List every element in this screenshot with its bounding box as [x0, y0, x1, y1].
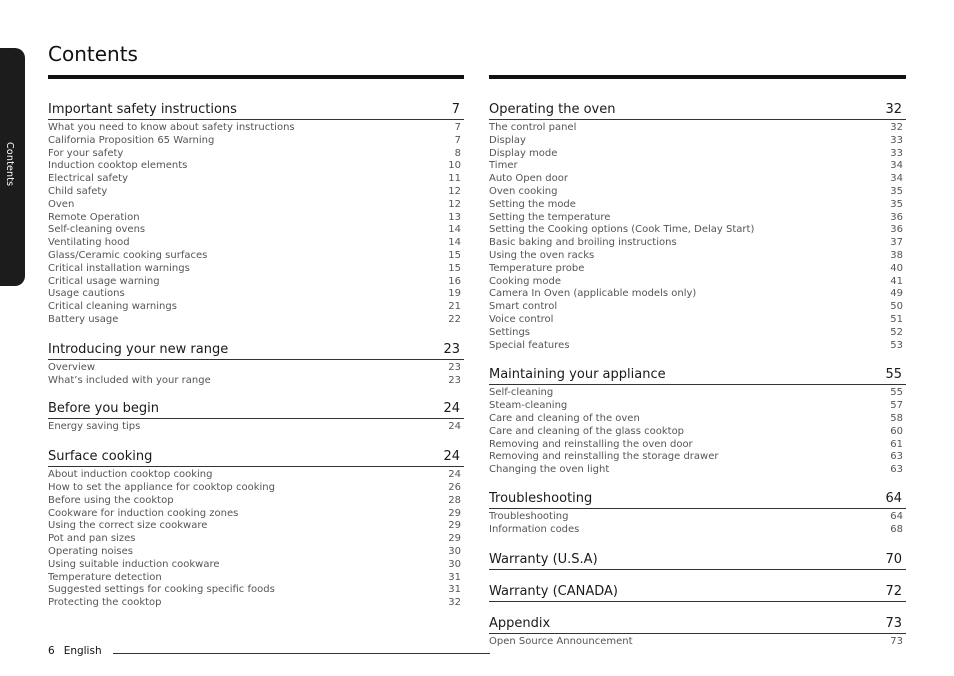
toc-section-heading[interactable] — [48, 97, 464, 120]
toc-entry-label: Battery usage — [48, 313, 119, 325]
toc-entry-label: Before using the cooktop — [48, 494, 174, 506]
toc-entry-label: Cookware for induction cooking zones — [48, 507, 239, 519]
section-title: Before you begin — [48, 401, 160, 417]
toc-entry-page: 14 — [448, 237, 461, 249]
toc-entry-label: Oven cooking — [489, 185, 558, 197]
toc-item-list — [48, 469, 464, 610]
toc-entry[interactable] — [48, 597, 464, 610]
toc-section — [489, 547, 906, 570]
toc-entry-page: 52 — [890, 326, 903, 338]
section-title: Introducing your new range — [48, 341, 229, 357]
toc-entry[interactable] — [489, 340, 906, 353]
toc-entry-page: 63 — [890, 451, 903, 463]
toc-entry-label: Setting the Cooking options (Cook Time, Delay Start) — [489, 224, 755, 236]
toc-entry-page: 57 — [890, 400, 903, 412]
toc-entry-page: 31 — [448, 571, 461, 583]
toc-entry[interactable] — [489, 122, 906, 135]
toc-entry-label: Critical usage warning — [48, 275, 160, 287]
toc-entry-label: Electrical safety — [48, 173, 128, 185]
toc-entry[interactable] — [48, 469, 464, 482]
toc-entry-label: The control panel — [489, 122, 577, 133]
toc-entry-page: 29 — [448, 507, 461, 519]
toc-entry[interactable] — [489, 263, 906, 276]
toc-entry-label: Temperature probe — [489, 262, 585, 274]
toc-section — [48, 337, 464, 388]
toc-entry[interactable] — [489, 276, 906, 289]
section-title: Troubleshooting — [489, 490, 593, 506]
toc-entry-page: 24 — [448, 469, 461, 481]
toc-entry-page: 12 — [448, 185, 461, 197]
toc-entry-page: 32 — [890, 122, 903, 133]
toc-entry-label: Suggested settings for cooking specific foods — [48, 584, 275, 596]
toc-entry[interactable] — [489, 636, 906, 649]
toc-entry-page: 14 — [448, 224, 461, 236]
toc-entry-label: Glass/Ceramic cooking surfaces — [48, 249, 208, 261]
toc-entry-page: 29 — [448, 533, 461, 545]
toc-entry-page: 23 — [448, 361, 461, 373]
section-page: 7 — [451, 102, 460, 117]
toc-entry[interactable] — [48, 263, 464, 276]
toc-entry-page: 61 — [890, 438, 903, 450]
toc-section — [489, 97, 906, 352]
toc-entry-page: 60 — [890, 425, 903, 437]
toc-section — [489, 362, 906, 477]
toc-entry-label: About induction cooktop cooking — [48, 469, 213, 481]
section-page: 72 — [885, 583, 902, 599]
toc-entry-label: Settings — [489, 326, 531, 338]
toc-entry[interactable] — [489, 135, 906, 148]
toc-entry-label: Induction cooktop elements — [48, 160, 188, 172]
toc-entry-label: Using the oven racks — [489, 249, 595, 261]
section-page: 64 — [885, 490, 902, 506]
toc-entry[interactable] — [489, 148, 906, 161]
toc-entry[interactable] — [489, 327, 906, 340]
toc-entry-label: Using suitable induction cookware — [48, 558, 220, 570]
toc-entry-page: 7 — [454, 134, 461, 146]
toc-entry-page: 13 — [448, 211, 461, 223]
section-title: Operating the oven — [489, 102, 616, 117]
toc-entry-page: 33 — [890, 134, 903, 146]
footer-language: English — [63, 645, 102, 657]
toc-entry-label: Information codes — [489, 523, 580, 535]
section-page: 24 — [443, 401, 460, 417]
toc-entry[interactable] — [48, 250, 464, 263]
toc-entry-page: 10 — [448, 160, 461, 172]
toc-entry-page: 51 — [890, 313, 903, 325]
toc-entry-label: Care and cleaning of the oven — [489, 412, 640, 424]
section-page: 24 — [443, 449, 460, 465]
toc-entry[interactable] — [489, 439, 906, 452]
toc-entry-page: 68 — [890, 523, 903, 535]
toc-entry[interactable] — [48, 186, 464, 199]
toc-item-list — [48, 421, 464, 434]
toc-section — [48, 396, 464, 434]
toc-section — [489, 486, 906, 537]
toc-entry-page: 37 — [890, 237, 903, 249]
toc-entry-page: 73 — [890, 635, 903, 647]
toc-entry-label: Using the correct size cookware — [48, 520, 208, 532]
toc-entry-label: Basic baking and broiling instructions — [489, 237, 677, 249]
toc-entry-label: Remote Operation — [48, 211, 140, 223]
toc-entry[interactable] — [48, 301, 464, 314]
toc-entry[interactable] — [489, 212, 906, 225]
toc-entry[interactable] — [48, 508, 464, 521]
toc-entry[interactable] — [489, 524, 906, 537]
toc-entry-page: 49 — [890, 288, 903, 300]
toc-item-list — [48, 362, 464, 388]
toc-entry[interactable] — [48, 314, 464, 327]
toc-entry-label: Oven — [48, 198, 75, 210]
toc-entry-page: 21 — [448, 301, 461, 313]
page-title: Contents — [48, 42, 138, 66]
section-page: 70 — [885, 551, 902, 567]
toc-entry-page: 33 — [890, 147, 903, 159]
toc-entry-page: 23 — [448, 374, 461, 386]
toc-entry-label: Troubleshooting — [489, 510, 569, 522]
toc-entry-page: 58 — [890, 412, 903, 424]
toc-entry[interactable] — [48, 173, 464, 186]
toc-entry[interactable] — [48, 362, 464, 375]
toc-entry-page: 53 — [890, 339, 903, 351]
toc-entry[interactable] — [489, 186, 906, 199]
toc-right-column — [489, 75, 906, 648]
toc-entry[interactable] — [48, 559, 464, 572]
toc-entry-label: Voice control — [489, 313, 554, 325]
side-tab-label: Contents — [4, 142, 15, 187]
toc-entry-label: Open Source Announcement — [489, 635, 633, 647]
toc-entry[interactable] — [48, 160, 464, 173]
toc-entry[interactable] — [489, 250, 906, 263]
toc-entry[interactable] — [489, 160, 906, 173]
toc-entry[interactable] — [489, 224, 906, 237]
toc-entry-page: 19 — [448, 288, 461, 300]
toc-entry-label: Energy saving tips — [48, 421, 141, 433]
toc-entry[interactable] — [489, 451, 906, 464]
section-title: Appendix — [489, 615, 551, 631]
toc-section-heading[interactable] — [489, 547, 906, 570]
toc-entry-page: 30 — [448, 558, 461, 570]
toc-section — [489, 579, 906, 602]
toc-entry-label: California Proposition 65 Warning — [48, 134, 215, 146]
toc-left-column — [48, 75, 464, 610]
toc-entry[interactable] — [48, 584, 464, 597]
toc-entry[interactable] — [489, 426, 906, 439]
toc-entry-label: Critical installation warnings — [48, 262, 190, 274]
toc-entry[interactable] — [48, 224, 464, 237]
toc-entry-page: 38 — [890, 249, 903, 261]
section-title: Warranty (U.S.A) — [489, 551, 598, 567]
toc-entry-label: Removing and reinstalling the storage drawer — [489, 451, 719, 463]
toc-entry-page: 26 — [448, 481, 461, 493]
toc-section-heading[interactable] — [489, 362, 906, 385]
toc-entry-page: 35 — [890, 198, 903, 210]
section-title: Important safety instructions — [48, 102, 237, 117]
toc-section-heading[interactable] — [48, 337, 464, 360]
toc-entry-page: 28 — [448, 494, 461, 506]
toc-entry-page: 41 — [890, 275, 903, 287]
toc-section-heading[interactable] — [489, 486, 906, 509]
footer-rule — [113, 653, 490, 654]
toc-entry-label: Setting the mode — [489, 198, 576, 210]
toc-entry[interactable] — [489, 387, 906, 400]
toc-section-heading[interactable] — [48, 444, 464, 467]
toc-item-list — [489, 387, 906, 477]
toc-entry[interactable] — [48, 572, 464, 585]
toc-entry-page: 16 — [448, 275, 461, 287]
toc-entry[interactable] — [48, 135, 464, 148]
toc-entry-label: What you need to know about safety instructions — [48, 122, 295, 133]
toc-entry[interactable] — [489, 314, 906, 327]
toc-entry[interactable] — [48, 546, 464, 559]
toc-entry[interactable] — [48, 148, 464, 161]
toc-entry-label: What’s included with your range — [48, 374, 211, 386]
section-page: 32 — [885, 102, 902, 117]
toc-entry-label: Cooking mode — [489, 275, 562, 287]
toc-entry-label: Steam-cleaning — [489, 400, 568, 412]
toc-entry[interactable] — [489, 199, 906, 212]
toc-entry[interactable] — [48, 495, 464, 508]
toc-entry-page: 7 — [454, 122, 461, 133]
toc-entry-label: Temperature detection — [48, 571, 162, 583]
toc-entry-page: 11 — [448, 173, 461, 185]
section-title: Maintaining your appliance — [489, 367, 666, 383]
toc-entry-label: Critical cleaning warnings — [48, 301, 177, 313]
toc-entry[interactable] — [48, 122, 464, 135]
toc-entry-label: For your safety — [48, 147, 124, 159]
toc-entry[interactable] — [489, 511, 906, 524]
toc-entry-page: 36 — [890, 224, 903, 236]
side-tab — [0, 48, 25, 286]
toc-item-list — [489, 122, 906, 352]
toc-entry-label: How to set the appliance for cooktop cooking — [48, 481, 275, 493]
toc-entry-label: Protecting the cooktop — [48, 597, 162, 609]
toc-entry-label: Overview — [48, 361, 96, 373]
toc-entry-label: Ventilating hood — [48, 237, 130, 249]
toc-entry[interactable] — [48, 199, 464, 212]
toc-entry-page: 55 — [890, 387, 903, 399]
toc-entry-label: Display mode — [489, 147, 558, 159]
toc-entry[interactable] — [489, 173, 906, 186]
toc-entry[interactable] — [48, 276, 464, 289]
toc-entry-label: Usage cautions — [48, 288, 125, 300]
toc-entry-page: 32 — [448, 597, 461, 609]
toc-entry[interactable] — [48, 375, 464, 388]
section-page: 23 — [443, 341, 460, 357]
toc-entry-page: 22 — [448, 313, 461, 325]
toc-entry-label: Timer — [489, 160, 518, 172]
footer — [48, 645, 102, 657]
toc-entry-label: Pot and pan sizes — [48, 533, 136, 545]
toc-entry-page: 35 — [890, 185, 903, 197]
toc-entry-label: Display — [489, 134, 526, 146]
toc-section — [48, 97, 464, 327]
toc-entry-label: Special features — [489, 339, 570, 351]
section-title: Warranty (CANADA) — [489, 583, 618, 599]
section-page: 55 — [885, 367, 902, 383]
toc-entry-page: 29 — [448, 520, 461, 532]
toc-entry-page: 40 — [890, 262, 903, 274]
toc-entry[interactable] — [489, 413, 906, 426]
toc-entry[interactable] — [48, 482, 464, 495]
page-number: 6 — [48, 645, 55, 657]
column-rule — [48, 75, 464, 79]
toc-item-list — [489, 636, 906, 649]
toc-entry[interactable] — [48, 288, 464, 301]
toc-entry-page: 24 — [448, 421, 461, 433]
section-page: 73 — [885, 615, 902, 631]
toc-section-heading[interactable] — [48, 396, 464, 419]
column-rule — [489, 75, 906, 79]
toc-section-heading[interactable] — [489, 579, 906, 602]
toc-entry-label: Self-cleaning ovens — [48, 224, 146, 236]
toc-entry[interactable] — [48, 520, 464, 533]
toc-entry-page: 34 — [890, 173, 903, 185]
toc-entry-page: 63 — [890, 464, 903, 476]
toc-entry[interactable] — [48, 421, 464, 434]
toc-entry[interactable] — [48, 533, 464, 546]
toc-entry[interactable] — [48, 212, 464, 225]
toc-entry-label: Auto Open door — [489, 173, 568, 185]
toc-entry-label: Operating noises — [48, 545, 133, 557]
toc-entry-page: 31 — [448, 584, 461, 596]
toc-entry-page: 15 — [448, 262, 461, 274]
toc-entry-page: 36 — [890, 211, 903, 223]
toc-entry[interactable] — [489, 400, 906, 413]
toc-entry-label: Removing and reinstalling the oven door — [489, 438, 693, 450]
toc-entry-page: 30 — [448, 545, 461, 557]
section-title: Surface cooking — [48, 449, 153, 465]
toc-section-heading[interactable] — [489, 611, 906, 634]
toc-section — [48, 444, 464, 610]
toc-section-heading[interactable] — [489, 97, 906, 120]
toc-entry-page: 12 — [448, 198, 461, 210]
toc-entry-page: 15 — [448, 249, 461, 261]
toc-entry-page: 64 — [890, 510, 903, 522]
toc-entry[interactable] — [48, 237, 464, 250]
toc-entry-label: Smart control — [489, 301, 558, 313]
toc-entry[interactable] — [489, 237, 906, 250]
toc-entry-label: Changing the oven light — [489, 464, 610, 476]
toc-entry[interactable] — [489, 301, 906, 314]
toc-entry-label: Child safety — [48, 185, 108, 197]
toc-entry-label: Camera In Oven (applicable models only) — [489, 288, 697, 300]
toc-entry[interactable] — [489, 288, 906, 301]
toc-item-list — [48, 122, 464, 327]
toc-entry-label: Self-cleaning — [489, 387, 554, 399]
toc-entry-page: 50 — [890, 301, 903, 313]
toc-section — [489, 611, 906, 649]
toc-entry-page: 8 — [454, 147, 461, 159]
toc-entry-label: Care and cleaning of the glass cooktop — [489, 425, 685, 437]
toc-entry-label: Setting the temperature — [489, 211, 611, 223]
toc-entry-page: 34 — [890, 160, 903, 172]
toc-item-list — [489, 511, 906, 537]
toc-entry[interactable] — [489, 464, 906, 477]
